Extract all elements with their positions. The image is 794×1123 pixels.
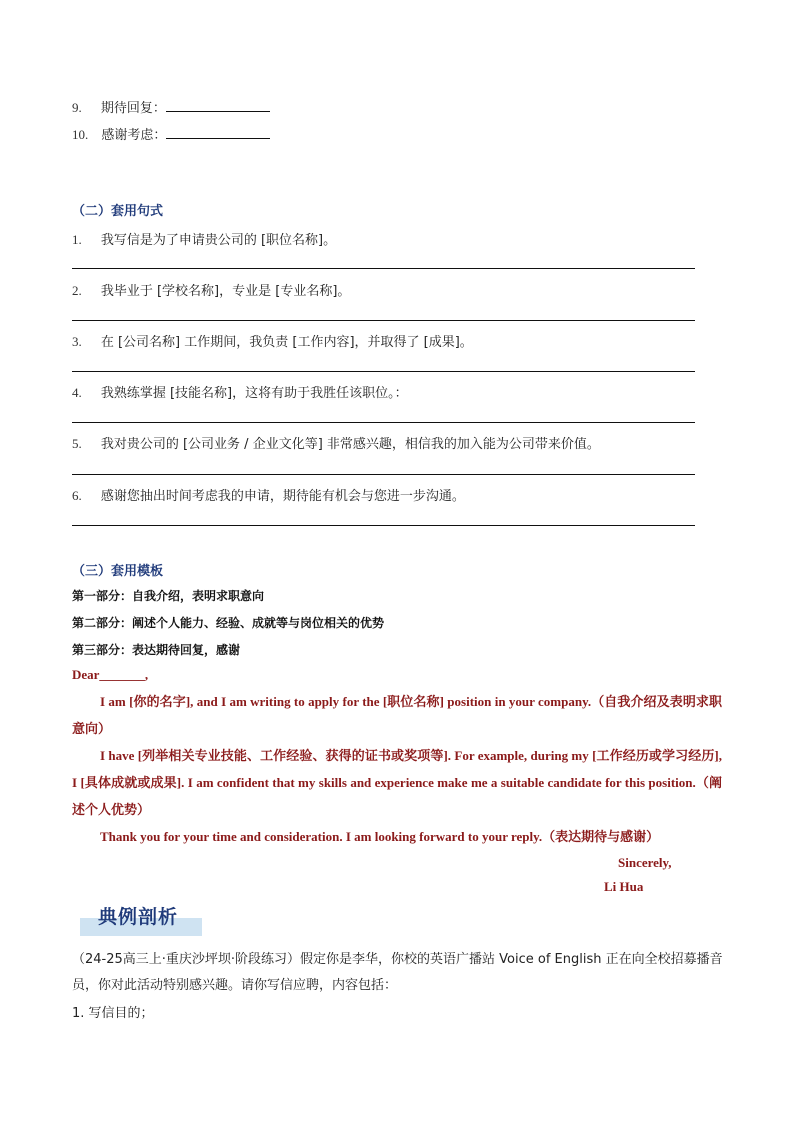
sentence-number: 4. [72,385,82,400]
sentence-number: 2. [72,283,82,298]
sentence-item [72,433,600,452]
letter-paragraph-3 [72,823,722,850]
example-intro: （24-25高三上·重庆沙坪坝·阶段练习）假定你是李华，你校的英语广播站 Voice of English 正在向全校招募播音员，你对此活动特别感兴趣。请你写信应聘，内容包括： [72,952,723,993]
paragraph-text: I have [列举相关专业技能、工作经验、获得的证书或奖项等]. For example, during my [工作经历或学习经历], I [具体成就或成果]. I am confident that my skills and experience make me a suitable candidate for this position.（阐述个人优势） [72,748,722,817]
template-part: 第三部分：表达期待回复，感谢 [72,643,241,657]
example-item: 1. 写信目的； [72,1006,154,1021]
sentence-text: 我熟练掌握 [技能名称]，这将有助于我胜任该职位。： [100,386,408,401]
sentence-text: 我毕业于 [学校名称]，专业是 [专业名称]。 [100,284,351,299]
answer-line[interactable] [72,525,695,526]
vocab-text: 期待回复： [100,101,166,116]
sentence-item [72,485,465,504]
letter-paragraph-1 [72,688,722,742]
badge-label: 典例剖析 [98,906,179,928]
vocab-number: 9. [72,100,82,115]
letter-paragraph-2 [72,742,722,823]
template-part: 第二部分：阐述个人能力、经验、成就等与岗位相关的优势 [72,616,385,630]
sentence-text: 在 [公司名称] 工作期间，我负责 [工作内容]，并取得了 [成果]。 [100,335,473,350]
salutation: Dear_______, [72,667,149,682]
sentence-text: 我写信是为了申请贵公司的 [职位名称]。 [100,233,337,248]
sentence-text: 感谢您抽出时间考虑我的申请，期待能有机会与您进一步沟通。 [100,489,465,504]
paragraph-text: I am [你的名字], and I am writing to apply for the [职位名称] position in your company.（自我介绍及表明求职意向） [72,694,722,736]
sentence-item [72,382,408,401]
answer-line[interactable] [72,268,695,269]
answer-line[interactable] [72,474,695,475]
sentence-number: 3. [72,334,82,349]
closing: Sincerely, [618,855,672,870]
template-part: 第一部分：自我介绍，表明求职意向 [72,589,265,603]
answer-line[interactable] [72,371,695,372]
answer-line[interactable] [72,422,695,423]
sentence-number: 5. [72,436,82,451]
blank-line[interactable] [166,126,270,139]
answer-line[interactable] [72,320,695,321]
vocab-item [72,97,270,116]
vocab-number: 10. [72,127,89,142]
section-heading: （二）套用句式 [72,204,164,219]
section-heading: （三）套用模板 [72,564,164,579]
vocab-item [72,124,270,143]
sentence-item [72,229,336,248]
blank-line[interactable] [166,99,270,112]
vocab-text: 感谢考虑： [101,128,167,143]
sentence-number: 6. [72,488,82,503]
paragraph-text: Thank you for your time and consideration. I am looking forward to your reply.（表达期待与感谢） [100,829,660,844]
signature: Li Hua [604,879,644,894]
sentence-item [72,280,350,299]
section-badge [80,902,202,936]
sentence-text: 我对贵公司的 [公司业务 / 企业文化等] 非常感兴趣，相信我的加入能为公司带来价值。 [100,437,600,452]
sentence-number: 1. [72,232,82,247]
sentence-item [72,331,473,350]
